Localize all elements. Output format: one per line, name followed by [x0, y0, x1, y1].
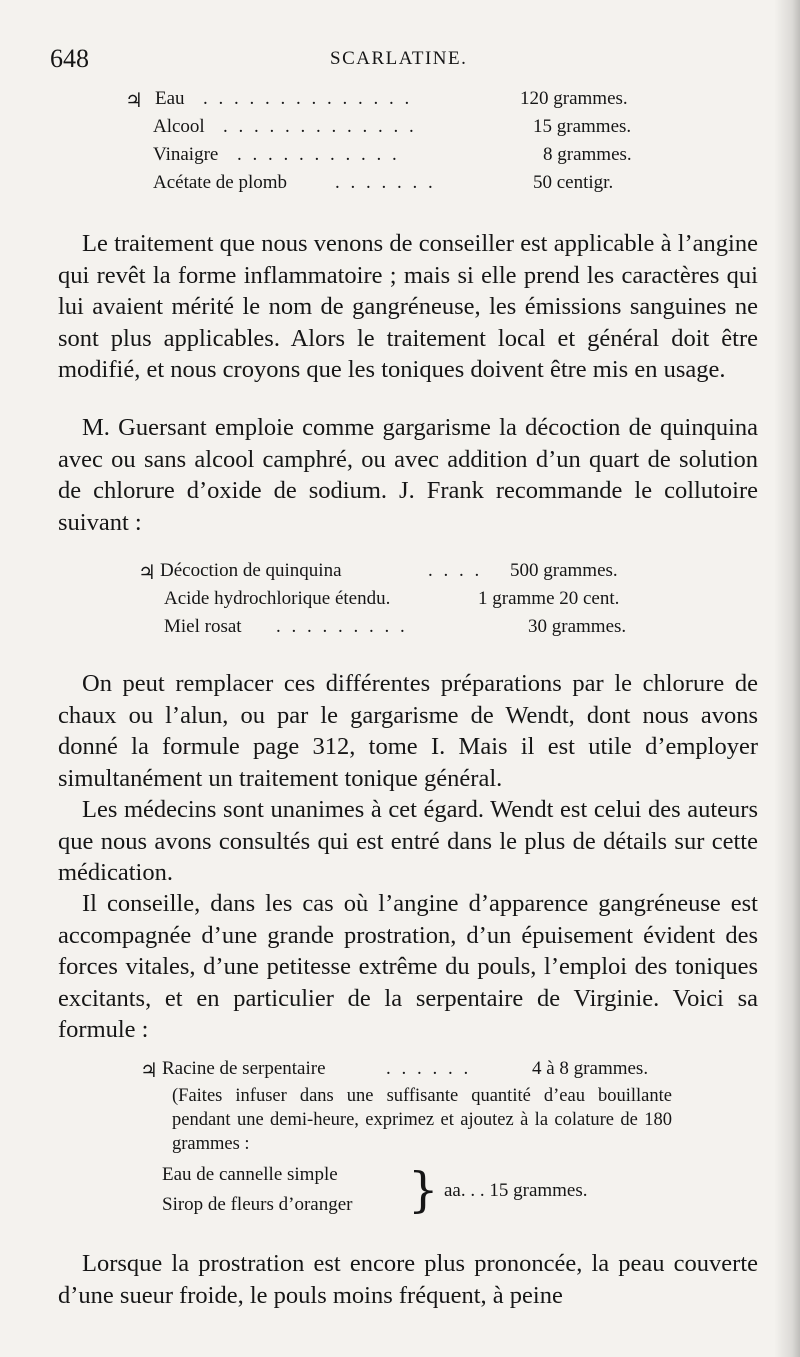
- ingredient-name: Acétate de plomb: [153, 172, 288, 193]
- ingredient-name: Décoction de quinquina: [160, 560, 342, 581]
- ingredient-quantity: 50 centigr.: [533, 172, 614, 193]
- paragraph: Lorsque la prostration est encore plus prononcée, la peau couverte d’une sueur froide, le pouls moins fréquent, à peine: [58, 1250, 758, 1309]
- ingredient-name: Eau de cannelle simple: [162, 1164, 338, 1185]
- ingredient-name: Eau: [155, 88, 185, 109]
- ingredient-name: Miel rosat: [164, 616, 242, 637]
- recipe-3-grouped: [162, 1164, 722, 1220]
- page-number: 648: [50, 44, 89, 73]
- ingredient-quantity: aa. . . 15 grammes.: [444, 1180, 588, 1201]
- paragraph: Il conseille, dans les cas où l’angine d’apparence gangréneuse est accompagnée d’une grande prostration, d’un épuisement évident des forces vitales, d’une petitesse extrême du pouls, l’emploi des toniques excitants, et en particulier de la serpentaire de Virginie. Voici sa formule :: [58, 890, 758, 1043]
- leader-dots: . . . . . . . . . . . . .: [223, 116, 417, 137]
- paragraph: Les médecins sont unanimes à cet égard. Wendt est celui des auteurs que nous avons consultés qui est entré dans le plus de détails sur cette médication.: [58, 796, 758, 886]
- page-header: [50, 44, 750, 78]
- leader-dots: . . . . . .: [386, 1058, 472, 1079]
- page-edge-shadow: [774, 0, 800, 1357]
- recipe-symbol: ♃: [125, 90, 143, 112]
- leader-dots: . . . .: [428, 560, 483, 581]
- paragraph: On peut remplacer ces différentes préparations par le chlorure de chaux ou l’alun, ou par le gargarisme de Wendt, dont nous avons donné la formule page 312, tome I. Mais il est utile d’employer simultanément un traitement tonique général.: [58, 670, 758, 792]
- leader-dots: . . . . . . . . .: [276, 616, 408, 637]
- ingredient-quantity: 30 grammes.: [528, 616, 627, 637]
- ingredient-quantity: 120 grammes.: [520, 88, 628, 109]
- ingredient-name: Alcool: [153, 116, 205, 137]
- ingredient-name: Acide hydrochlorique étendu.: [164, 588, 391, 609]
- ingredient-quantity: 15 grammes.: [533, 116, 632, 137]
- recipe-1: [125, 88, 685, 198]
- recipe-2: [138, 560, 698, 645]
- ingredient-quantity: 8 grammes.: [543, 144, 632, 165]
- paragraph: Le traitement que nous venons de conseiller est applicable à l’angine qui revêt la forme inflammatoire ; mais si elle prend les caractères qui lui avaient mérité le nom de gangréneuse, les émissions sanguines ne sont plus applicables. Alors le traitement local et général doit être modifié, et nous croyons que les toniques doivent être mis en usage.: [58, 230, 758, 383]
- recipe-symbol: ♃: [138, 562, 156, 584]
- ingredient-name: Vinaigre: [153, 144, 219, 165]
- preparation-instructions: (Faites infuser dans une suffisante quantité d’eau bouillante pendant une demi-heure, exprimez et ajoutez à la colature de 180 grammes :: [172, 1086, 672, 1154]
- ingredient-quantity: 1 gramme 20 cent.: [478, 588, 620, 609]
- brace-symbol: }: [408, 1162, 439, 1218]
- paragraph: M. Guersant emploie comme gargarisme la décoction de quinquina avec ou sans alcool camphré, ou avec addition d’un quart de solution de chlorure d’oxide de sodium. J. Frank recommande le collutoire suivant :: [58, 414, 758, 536]
- recipe-symbol: ♃: [140, 1060, 158, 1082]
- leader-dots: . . . . . . . . . . . . . .: [203, 88, 413, 109]
- running-title: SCARLATINE.: [330, 48, 468, 69]
- ingredient-quantity: 4 à 8 grammes.: [532, 1058, 649, 1079]
- leader-dots: . . . . . . . . . . .: [237, 144, 400, 165]
- ingredient-quantity: 500 grammes.: [510, 560, 618, 581]
- ingredient-name: Sirop de fleurs d’oranger: [162, 1194, 353, 1215]
- ingredient-name: Racine de serpentaire: [162, 1058, 326, 1079]
- leader-dots: . . . . . . .: [335, 172, 436, 193]
